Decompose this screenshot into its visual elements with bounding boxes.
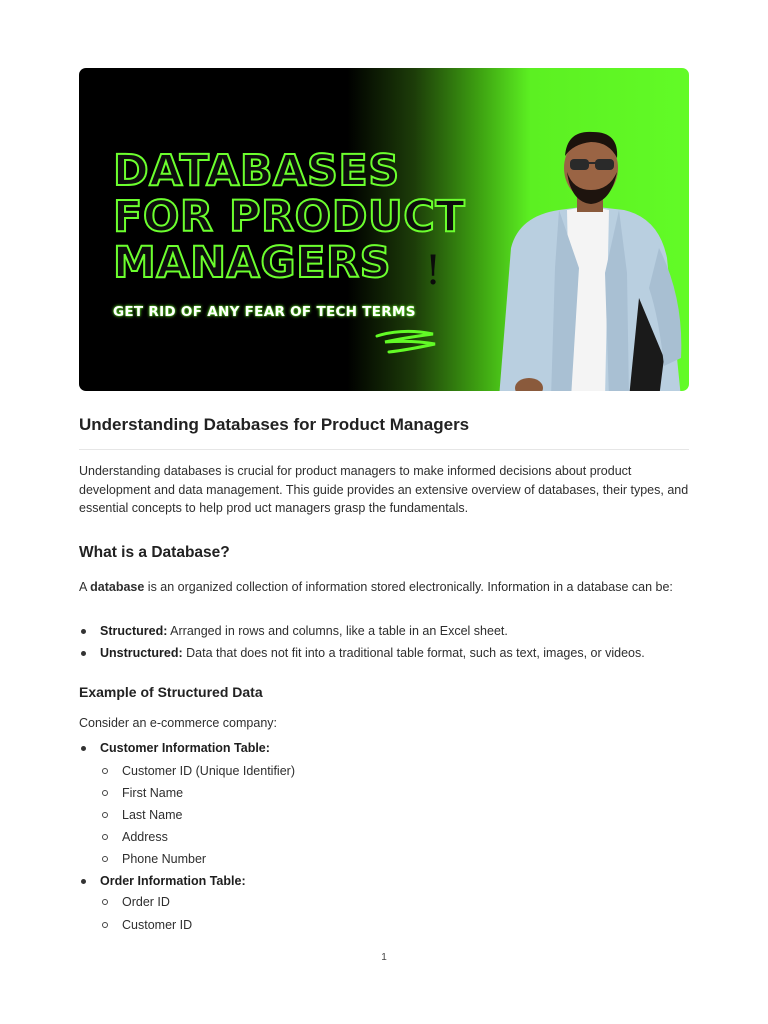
- heading-divider: [79, 449, 689, 450]
- sub-bullet-icon: [102, 856, 108, 862]
- list-item-label: Customer Information Table:: [100, 741, 270, 755]
- banner-title-line: MANAGERS: [113, 238, 392, 288]
- list-item-unstructured: [100, 645, 645, 661]
- bullet-icon: [81, 629, 86, 634]
- definition-term: database: [90, 580, 145, 594]
- definition-text: is an organized collection of information stored electronically. Information in a database can be:: [144, 580, 673, 594]
- list-item-text: Data that does not fit into a traditional table format, such as text, images, or videos.: [182, 646, 645, 660]
- database-definition-paragraph: [79, 578, 691, 597]
- list-item-structured: [100, 623, 508, 639]
- swoosh-decoration-icon: [373, 326, 443, 356]
- ecommerce-intro: Consider an e-commerce company:: [79, 716, 277, 730]
- list-item-label: Structured:: [100, 624, 168, 638]
- sub-bullet-icon: [102, 899, 108, 905]
- hero-banner: [79, 68, 689, 391]
- sub-bullet-icon: [102, 790, 108, 796]
- list-item-label: Order Information Table:: [100, 874, 246, 888]
- field-item: Phone Number: [122, 852, 207, 866]
- section-what-is-database-title: What is a Database?: [79, 544, 230, 561]
- bullet-icon: [81, 651, 86, 656]
- presenter-photo: [459, 98, 689, 391]
- section-structured-data-title: Example of Structured Data: [79, 684, 263, 700]
- sub-bullet-icon: [102, 768, 108, 774]
- banner-subtitle: GET RID OF ANY FEAR OF TECH TERMS: [113, 304, 416, 320]
- field-item: Customer ID (Unique Identifier): [122, 764, 295, 778]
- banner-exclamation: !: [425, 248, 442, 294]
- list-item-text: Arranged in rows and columns, like a table in an Excel sheet.: [167, 624, 508, 638]
- field-item: First Name: [122, 786, 184, 800]
- page-title: Understanding Databases for Product Managers: [79, 415, 470, 434]
- sub-bullet-icon: [102, 834, 108, 840]
- banner-title: [113, 148, 465, 286]
- list-item-order-table: [100, 873, 246, 889]
- definition-prefix: A: [79, 580, 91, 594]
- field-item: Last Name: [122, 808, 183, 822]
- field-item: Customer ID: [122, 918, 193, 932]
- bullet-icon: [81, 879, 86, 884]
- sub-bullet-icon: [102, 922, 108, 928]
- banner-title-line: DATABASES: [113, 146, 400, 196]
- field-item: Address: [122, 830, 168, 844]
- intro-paragraph: Understanding databases is crucial for product managers to make informed decisions about product development and data management. This guide provides an extensive overview of databases, their types, and essential concepts to help prod uct managers grasp the fundamentals.: [79, 464, 689, 515]
- page-number: 1: [381, 952, 387, 963]
- bullet-icon: [81, 746, 86, 751]
- banner-title-line: FOR PRODUCT: [113, 192, 466, 242]
- sub-bullet-icon: [102, 812, 108, 818]
- list-item-label: Unstructured:: [100, 646, 183, 660]
- list-item-customer-table: [100, 740, 270, 756]
- field-item: Order ID: [122, 895, 170, 909]
